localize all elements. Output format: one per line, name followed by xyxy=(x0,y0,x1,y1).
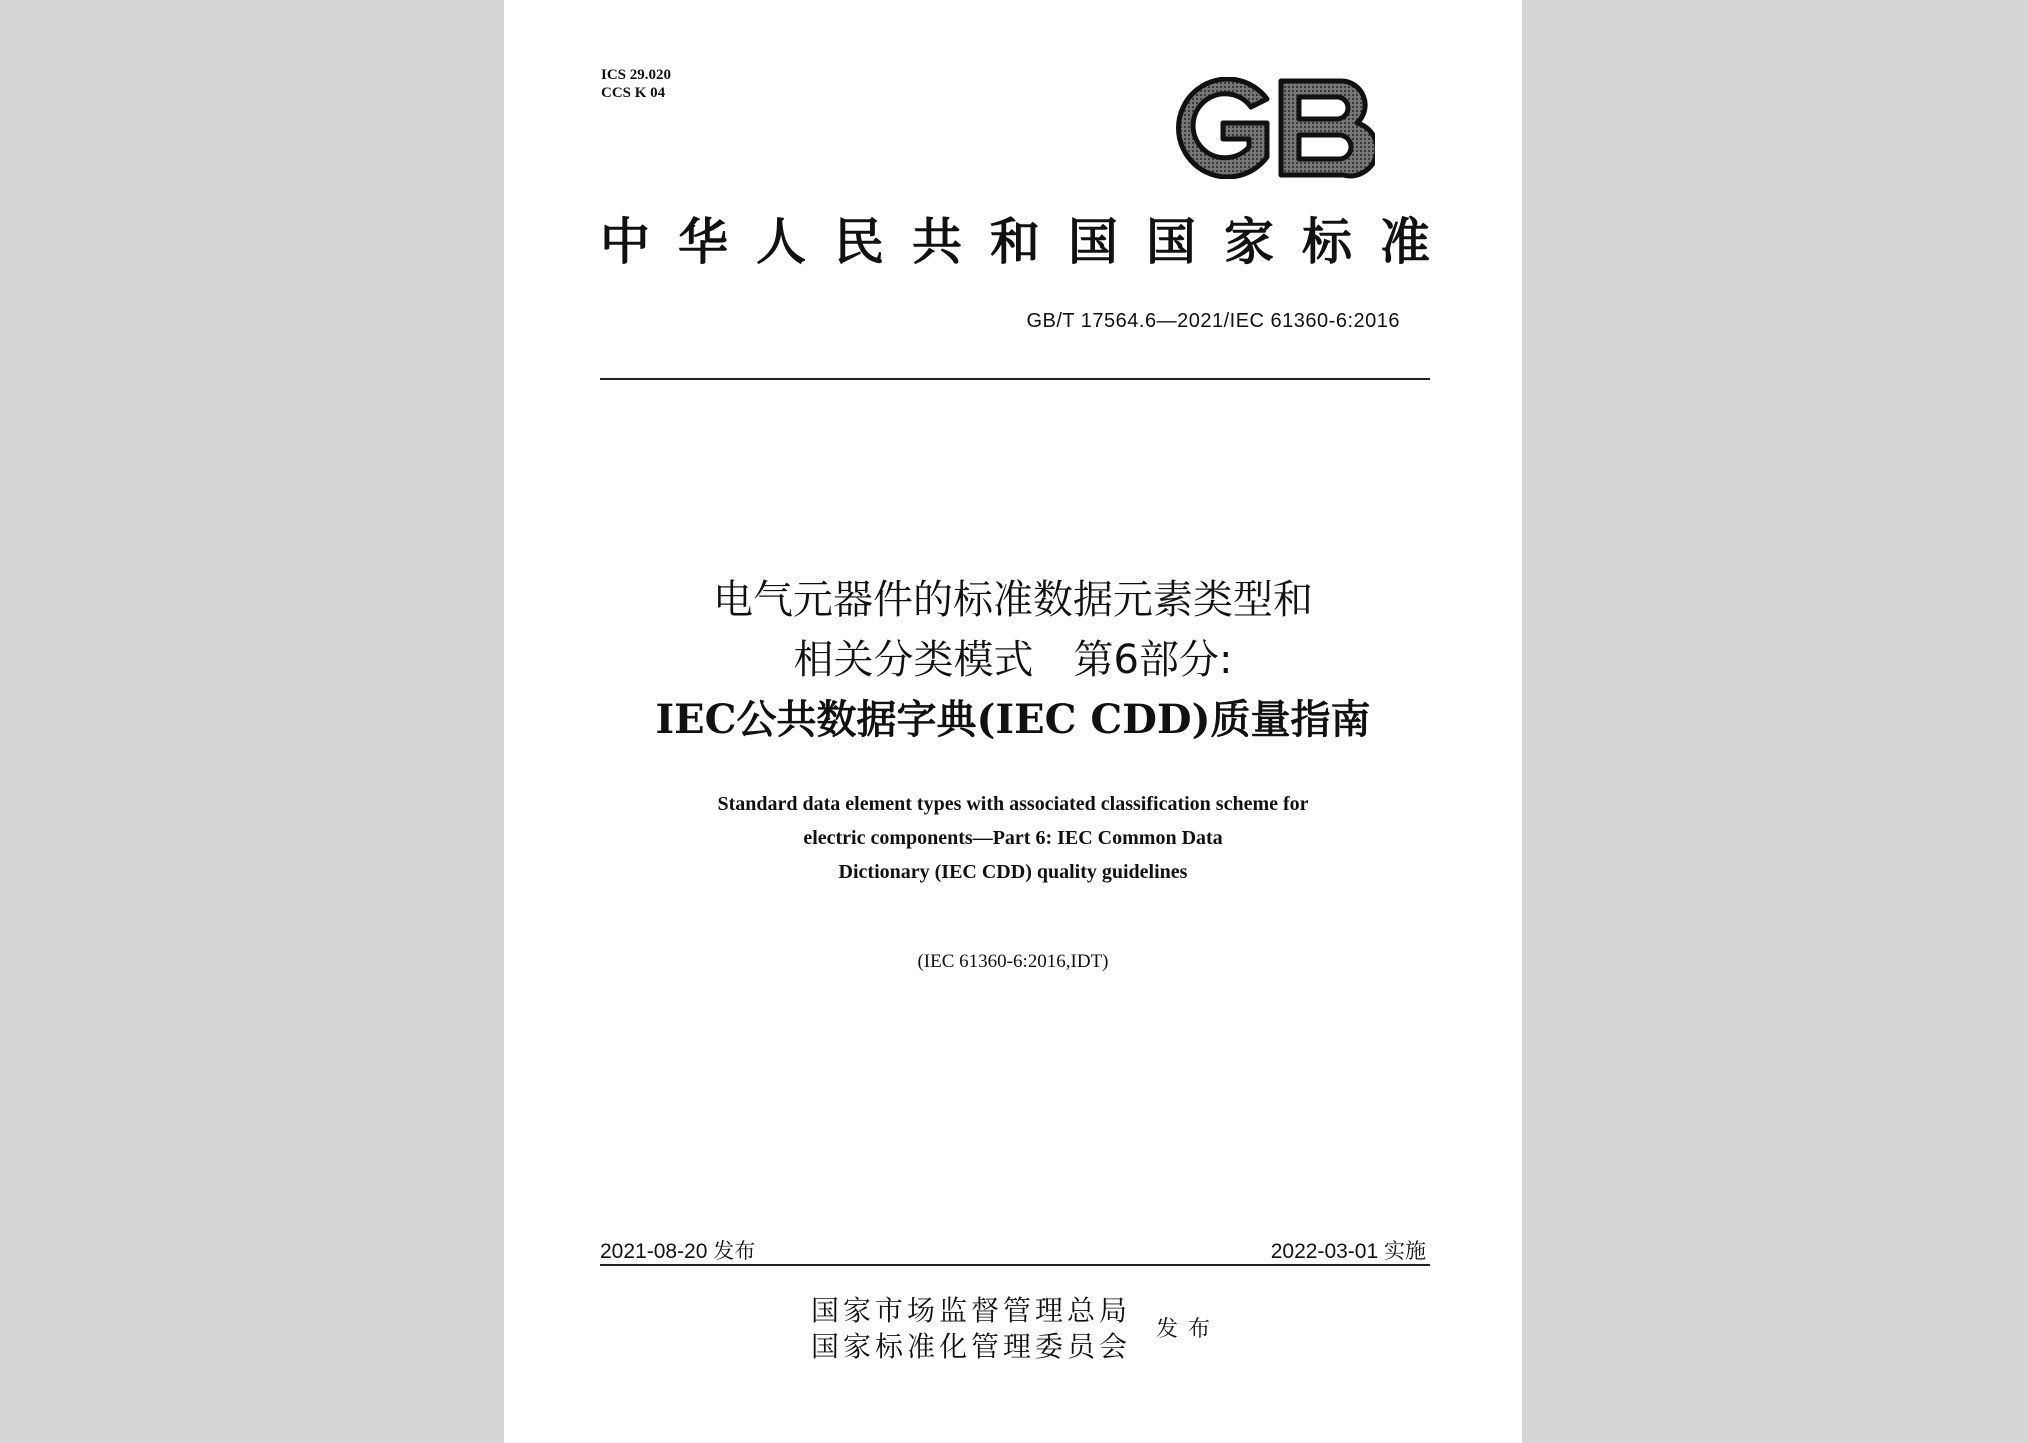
english-title xyxy=(504,787,1522,889)
chinese-title-line2: 相关分类模式 第6部分: xyxy=(793,637,1233,683)
header-divider xyxy=(600,378,1430,380)
english-title-line3: Dictionary (IEC CDD) quality guidelines xyxy=(838,861,1188,883)
implementation-date: 2022-03-01 实施 xyxy=(1270,1240,1426,1263)
publish-label: 发布 xyxy=(1156,1317,1221,1342)
english-title-line1: Standard data element types with associated classification scheme for xyxy=(717,793,1309,815)
ics-code: ICS 29.020 xyxy=(601,67,672,83)
chinese-title-line1: 电气元器件的标准数据元素类型和 xyxy=(713,577,1313,623)
issuer-samr: 国家市场监督管理总局 xyxy=(811,1294,1132,1327)
issuing-authorities xyxy=(811,1293,1131,1365)
equivalence-note: (IEC 61360-6:2016,IDT) xyxy=(917,951,1109,972)
standard-number: GB/T 17564.6—2021/IEC 61360-6:2016 xyxy=(1026,310,1400,332)
release-date: 2021-08-20 发布 xyxy=(600,1240,756,1263)
document-page xyxy=(504,0,1522,1443)
issuer-sac: 国家标准化管理委员会 xyxy=(811,1330,1132,1363)
chinese-title-line3: IEC公共数据字典(IEC CDD)质量指南 xyxy=(655,696,1371,743)
english-title-line2: electric components—Part 6: IEC Common Data xyxy=(803,827,1223,849)
classification-codes xyxy=(601,66,671,102)
national-standard-heading: 中华人民共和国国家标准 xyxy=(600,212,1430,271)
gb-logo xyxy=(1171,77,1375,179)
ccs-code: CCS K 04 xyxy=(601,85,666,101)
chinese-title xyxy=(504,570,1522,750)
footer-divider xyxy=(600,1264,1430,1266)
